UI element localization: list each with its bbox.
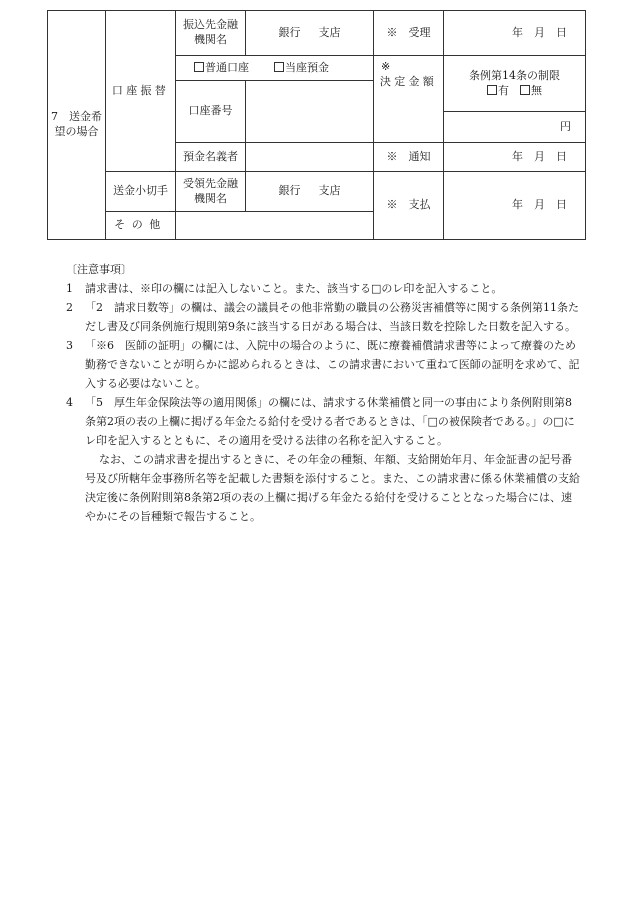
other-field[interactable] [176, 212, 374, 240]
ordinance-restriction-cell: 条例第14条の制限 有 無 [444, 56, 586, 112]
bank-name-label: 振込先金融機関名 [176, 11, 246, 56]
notice-label: ※ 通知 [374, 143, 444, 172]
payment-label: ※ 支払 [374, 172, 444, 240]
yes-checkbox[interactable]: 有 [487, 84, 509, 97]
payment-date-field[interactable]: 年 月 日 [444, 172, 586, 240]
transfer-label: 口座振替 [106, 11, 176, 172]
notes-section [66, 260, 581, 526]
remittance-section-label: 7 送金希望の場合 [48, 11, 106, 240]
note-item-2: 2 「2 請求日数等」の欄は、議会の議員その他非常勤の職員の公務災害補償等に関する条例第11条ただし書及び同条例施行規則第9条に該当する日がある場合は、当該日数を控除した日数を記入する。 [66, 301, 579, 333]
receipt-date-field[interactable]: 年 月 日 [444, 11, 586, 56]
decision-amount-field[interactable]: 円 [444, 112, 586, 143]
account-number-label: 口座番号 [176, 81, 246, 143]
notice-date-field[interactable]: 年 月 日 [444, 143, 586, 172]
decision-amount-label: ※ 決定金額 [374, 56, 444, 143]
account-type-options [176, 56, 374, 81]
notes-heading: 〔注意事項〕 [66, 263, 132, 276]
receipt-label: ※ 受理 [374, 11, 444, 56]
remittance-form-table [47, 10, 586, 240]
account-holder-label: 預金名義者 [176, 143, 246, 172]
no-checkbox[interactable]: 無 [520, 84, 542, 97]
receiving-bank-branch-field[interactable]: 銀行 支店 [246, 172, 374, 212]
remit-check-label: 送金小切手 [106, 172, 176, 212]
receiving-bank-label: 受領先金融機関名 [176, 172, 246, 212]
note-item-1: 1 請求書は、※印の欄には記入しないこと。また、該当する□のレ印を記入すること。 [66, 282, 503, 295]
note-item-3: 3 「※6 医師の証明」の欄には、入院中の場合のように、既に療養補償請求書等によって療養のため勤務できないことが明らかに認められるときは、この請求書において重ねて医師の証明を求めて、記入する必要はないこと。 [66, 339, 580, 390]
bank-branch-field[interactable]: 銀行 支店 [246, 11, 374, 56]
note-continuation: なお、この請求書を提出するときに、その年金の種類、年額、支給開始年月、年金証書の記号番号及び所轄年金事務所名等を記載した書類を添付すること。また、この請求書に係る休業補償の支給決定後に条例附則第8条第2項の表の上欄に掲げる年金たる給付を受けることとなった場合には、速やかにその旨種類で報告すること。 [85, 453, 580, 523]
ordinary-account-checkbox[interactable]: 普通口座 [194, 61, 249, 74]
checking-account-checkbox[interactable]: 当座預金 [274, 61, 329, 74]
other-label: その他 [106, 212, 176, 240]
note-item-4: 4 「5 厚生年金保険法等の適用関係」の欄には、請求する休業補償と同一の事由により条例附則第8条第2項の表の上欄に掲げる年金たる給付を受ける者であるときは、「□の被保険者である。」の□にレ印を記入するとともに、その適用を受ける法律の名称を記入すること。 [66, 396, 575, 447]
account-holder-field[interactable] [246, 143, 374, 172]
account-number-field[interactable] [246, 81, 374, 143]
